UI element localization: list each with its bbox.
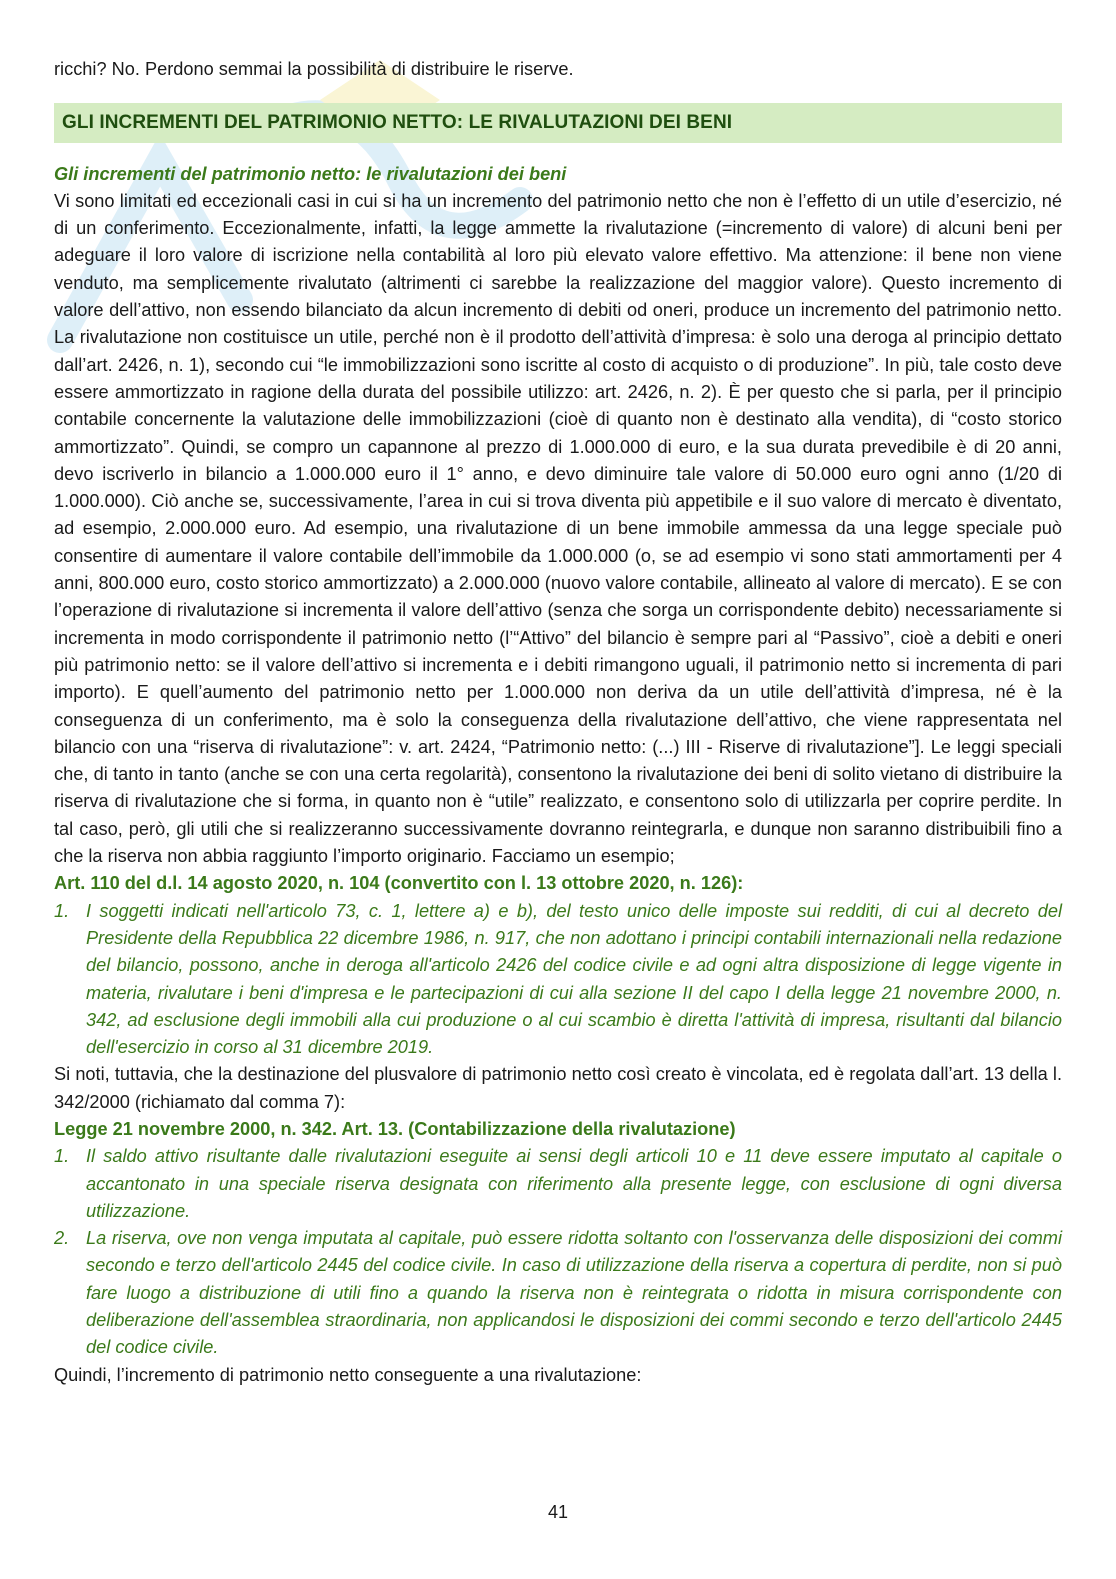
law-title-art-13: Legge 21 novembre 2000, n. 342. Art. 13. (Contabilizzazione della rivalutazione) — [54, 1118, 736, 1139]
law-item-text: I soggetti indicati nell'articolo 73, c. 1, lettere a) e b), del testo unico delle imposte sui redditi, di cui al decreto del Presidente della Repubblica 22 dicembre 1986, n. 917, che non adottano i principi contabili internazionali nella redazione del bilancio, possono, anche in deroga all'articolo 2426 del codice civile e ad ogni altra disposizione di legge vigente in materia, rivalutare i beni d'impresa e le partecipazioni di cui alla sezione II del capo I della legge 21 novembre 2000, n. 342, ad esclusione degli immobili alla cui produzione o al cui scambio è diretta l'attività di impresa, risultanti dal bilancio dell'esercizio in corso al 31 dicembre 2019. — [86, 900, 1062, 1058]
law-item — [54, 1225, 1062, 1361]
law-item-text: Il saldo attivo risultante dalle rivalutazioni eseguite ai sensi degli articoli 10 e 11 deve essere imputato al capitale o accantonato in una speciale riserva designata con riferimento alla presente legge, con esclusione di ogni diversa utilizzazione. — [86, 1146, 1062, 1221]
closing-line: Quindi, l’incremento di patrimonio netto conseguente a una rivalutazione: — [54, 1364, 642, 1385]
intro-line: ricchi? No. Perdono semmai la possibilità di distribuire le riserve. — [54, 59, 574, 79]
section-heading: GLI INCREMENTI DEL PATRIMONIO NETTO: LE RIVALUTAZIONI DEI BENI — [54, 103, 1062, 142]
law-item-number: 1. — [54, 900, 70, 921]
body-paragraph: Vi sono limitati ed eccezionali casi in cui si ha un incremento del patrimonio netto che non è l’effetto di un utile d’esercizio, né di un conferimento. Eccezionalmente, infatti, la legge ammette la rivalutazione (=incremento di valore) di alcuni beni per adeguare il loro valore di iscrizione nella contabilità al loro più elevato valore effettivo. Ma attenzione: il bene non viene venduto, ma semplicemente rivalutato (altrimenti ci sarebbe la realizzazione del maggior valore). Questo incremento di valore dell’attivo, non essendo bilanciato da alcun incremento di debiti od oneri, produce un incremento del patrimonio netto. La rivalutazione non costituisce un utile, perché non è il prodotto dell’attività d’impresa: è solo una deroga al principio dettato dall’art. 2426, n. 1), secondo cui “le immobilizzazioni sono iscritte al costo di acquisto o di produzione”. In più, tale costo deve essere ammortizzato in ragione della durata del possibile utilizzo: art. 2426, n. 2). È per questo che si parla, per il principio contabile concernente la valutazione delle immobilizzazioni (cioè di quanto non è destinato alla vendita), di “costo storico ammortizzato”. Quindi, se compro un capannone al prezzo di 1.000.000 di euro, e la sua durata prevedibile è di 20 anni, devo iscriverlo in bilancio a 1.000.000 euro il 1° anno, e devo diminuire tale valore di 50.000 euro ogni anno (1/20 di 1.000.000). Ciò anche se, successivamente, l’area in cui si trova diventa più appetibile e il suo valore di mercato è diventato, ad esempio, 2.000.000 euro. Ad esempio, una rivalutazione di un bene immobile ammessa da una legge speciale può consentire di aumentare il valore contabile dell’immobile da 1.000.000 (o, se ad esempio vi sono stati ammortamenti per 4 anni, 800.000 euro, costo storico ammortizzato) a 2.000.000 (nuovo valore contabile, allineato al valore di mercato). E se con l’operazione di rivalutazione si incrementa il valore dell’attivo (senza che sorga un corrispondente debito) necessariamente si incrementa in modo corrispondente il patrimonio netto (l’“Attivo” del bilancio è sempre pari al “Passivo”, cioè a debiti e oneri più patrimonio netto: se il valore dell’attivo si incrementa e i debiti rimangono uguali, il patrimonio netto si incrementa di pari importo). E quell’aumento del patrimonio netto per 1.000.000 non deriva da un utile dell’attività d’impresa, né è la conseguenza di un conferimento, ma è solo la conseguenza della rivalutazione dell’attivo, che viene rappresentata nel bilancio con una “riserva di rivalutazione”: v. art. 2424, “Patrimonio netto: (...) III - Riserve di rivalutazione”]. Le leggi speciali che, di tanto in tanto (anche se con una certa regolarità), consentono la rivalutazione dei beni di solito vietano di distribuire la riserva di rivalutazione che si forma, in quanto non è “utile” realizzato, e consentono solo di utilizzarla per coprire perdite. In tal caso, però, gli utili che si realizzeranno successivamente dovranno reintegrarla, e dunque non saranno distribuibili fino a che la riserva non abbia raggiunto l’importo originario. Facciamo un esempio; — [54, 190, 1062, 867]
page-number: 41 — [547, 1502, 569, 1522]
law-item — [54, 1143, 1062, 1225]
law-list-art-13 — [54, 1143, 1062, 1361]
document-page — [54, 56, 1062, 1389]
subtitle: Gli incrementi del patrimonio netto: le rivalutazioni dei beni — [54, 163, 567, 184]
law-list-art-110 — [54, 898, 1062, 1062]
bridge-paragraph: Si noti, tuttavia, che la destinazione del plusvalore di patrimonio netto così creato è vincolata, ed è regolata dall’art. 13 della l. 342/2000 (richiamato dal comma 7): — [54, 1064, 1062, 1112]
law-item-number: 2. — [54, 1228, 70, 1249]
law-item — [54, 898, 1062, 1062]
law-title-art-110: Art. 110 del d.l. 14 agosto 2020, n. 104 (convertito con l. 13 ottobre 2020, n. 126): — [54, 873, 744, 894]
law-item-number: 1. — [54, 1146, 70, 1167]
law-item-text: La riserva, ove non venga imputata al capitale, può essere ridotta soltanto con l'osservanza delle disposizioni dei commi secondo e terzo dell'articolo 2445 del codice civile. In caso di utilizzazione della riserva a copertura di perdite, non si può fare luogo a distribuzione di utili fino a quando la riserva non è reintegrata o ridotta in misura corrispondente con deliberazione dell'assemblea straordinaria, non applicandosi le disposizioni dei commi secondo e terzo dell'articolo 2445 del codice civile. — [86, 1228, 1062, 1358]
